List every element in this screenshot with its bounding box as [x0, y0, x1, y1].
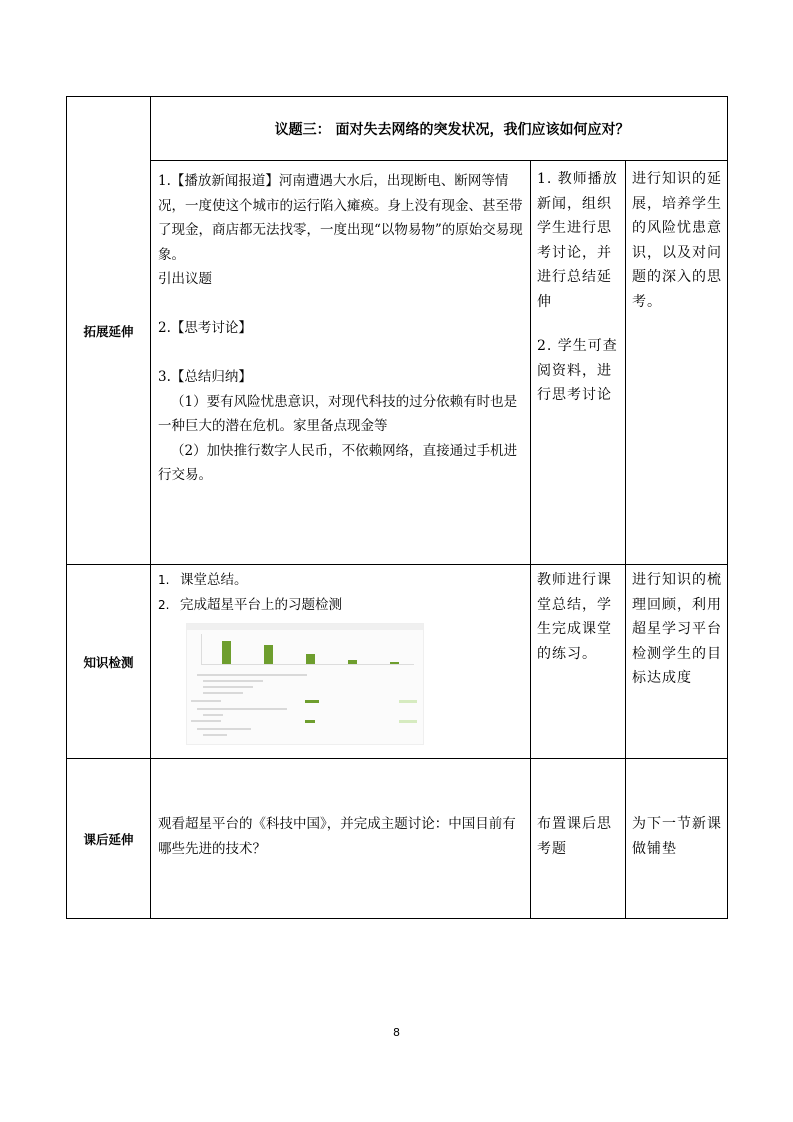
discussion-heading: 2.【思考讨论】 — [158, 320, 252, 336]
knowledge-check-teacher-cell — [531, 565, 626, 759]
after-class-row — [67, 759, 728, 919]
topic-row — [67, 97, 728, 161]
homework-text: 观看超星平台的《科技中国》，并完成主题讨论：中国目前有哪些先进的技术？ — [158, 816, 516, 857]
summary-point-2: （2）加快推行数字人民币，不依赖网络，直接通过手机进行交易。 — [158, 442, 518, 483]
screenshot-bar — [348, 660, 357, 664]
news-report-paragraph: 1.【播放新闻报道】河南遭遇大水后，出现断电、断网等情况，一度使这个城市的运行陷入瘫痪。身上没有现金、甚至带了现金，商店都无法找零，一度出现“以物易物”的原始交易现象。 — [158, 173, 523, 263]
screenshot-bar — [264, 645, 273, 664]
introduce-topic-text: 引出议题 — [158, 271, 212, 287]
after-class-teacher-cell — [531, 759, 626, 919]
page-number: 8 — [393, 1026, 400, 1039]
screenshot-bar — [222, 641, 231, 664]
extension-content-cell — [151, 161, 531, 565]
design-intent: 为下一节新课做铺垫 — [632, 816, 722, 857]
list-item: 1. 课堂总结。 — [158, 572, 248, 588]
list-item: 2. 完成超星平台上的习题检测 — [158, 596, 342, 613]
stage-cell-knowledge-check — [67, 565, 151, 759]
after-class-intent-cell — [626, 759, 728, 919]
knowledge-check-row — [67, 565, 728, 759]
summary-point-1: （1）要有风险忧患意识，对现代科技的过分依赖有时也是一种巨大的潜在危机。家里备点现金等 — [158, 393, 518, 434]
summary-heading: 3.【总结归纳】 — [158, 369, 252, 385]
extension-intent-cell — [626, 161, 728, 565]
task-list — [158, 568, 524, 617]
knowledge-check-intent-cell — [626, 565, 728, 759]
stage-label: 知识检测 — [83, 654, 134, 670]
after-class-content-cell — [151, 759, 531, 919]
stage-label: 课后延伸 — [83, 831, 134, 847]
stage-cell-extension — [67, 97, 151, 565]
stage-label: 拓展延伸 — [83, 323, 134, 339]
topic-title: 议题三： 面对失去网络的突发状况，我们应该如何应对？ — [274, 121, 630, 138]
extension-teacher-cell — [531, 161, 626, 565]
teacher-activity: 教师进行课堂总结，学生完成课堂的练习。 — [537, 572, 612, 662]
knowledge-check-content-cell — [151, 565, 531, 759]
stage-cell-after-class — [67, 759, 151, 919]
teacher-activity-1: 1. 教师播放新闻，组织学生进行思考讨论，并进行总结延伸 — [537, 171, 618, 310]
lesson-table — [66, 96, 728, 919]
design-intent: 进行知识的延展，培养学生的风险忧患意识，以及对问题的深入的思考。 — [632, 171, 722, 310]
screenshot-bar — [306, 654, 315, 664]
screenshot-bar — [390, 662, 399, 664]
teacher-activity-2: 2. 学生可查阅资料，进行思考讨论 — [537, 338, 618, 403]
extension-row — [67, 161, 728, 565]
teacher-activity: 布置课后思考题 — [537, 816, 612, 857]
design-intent: 进行知识的梳理回顾，利用超星学习平台检测学生的目标达成度 — [632, 572, 722, 686]
exercise-results-screenshot — [186, 623, 424, 745]
topic-header-cell — [151, 97, 728, 161]
